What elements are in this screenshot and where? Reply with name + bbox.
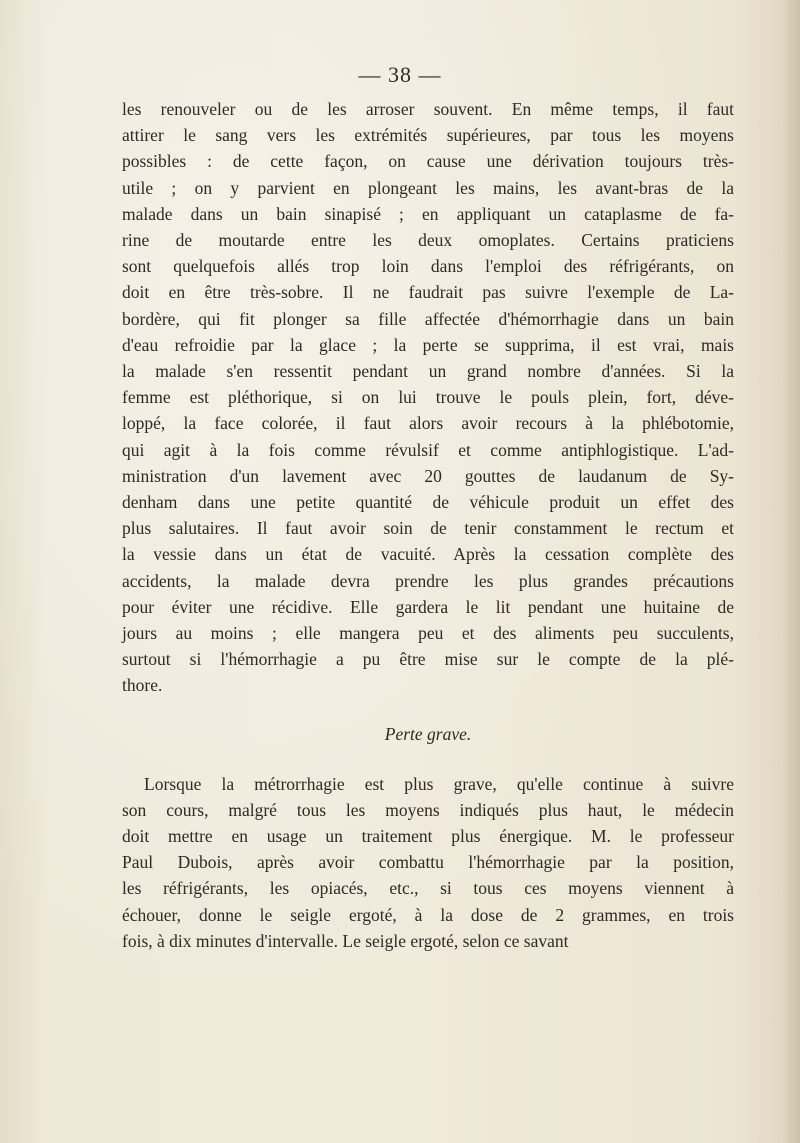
text-line: échouer, donne le seigle ergoté, à la dose de 2 grammes, en trois: [122, 904, 734, 925]
text-line: la malade s'en ressentit pendant un grand nombre d'années. Si la: [122, 361, 734, 382]
text-line: bordère, qui fit plonger sa fille affectée d'hémorrhagie dans un bain: [122, 308, 734, 329]
text-line: qui agit à la fois comme révulsif et comme antiphlogistique. L'ad-: [122, 439, 734, 460]
text-line: rine de moutarde entre les deux omoplates. Certains praticiens: [122, 230, 734, 251]
text-line: jours au moins ; elle mangera peu et des aliments peu succulents,: [122, 623, 734, 644]
paragraph-continuation: [122, 96, 734, 699]
text-line: d'eau refroidie par la glace ; la perte se supprima, il est vrai, mais: [122, 334, 734, 355]
text-line: attirer le sang vers les extrémités supérieures, par tous les moyens: [122, 125, 734, 146]
text-line: les réfrigérants, les opiacés, etc., si tous ces moyens viennent à: [122, 878, 734, 899]
body-text: [122, 96, 734, 954]
text-line: denham dans une petite quantité de véhicule produit un effet des: [122, 492, 734, 513]
text-line: Paul Dubois, après avoir combattu l'hémorrhagie par la position,: [122, 852, 734, 873]
page-number: — 38 —: [358, 62, 442, 87]
text-line: plus salutaires. Il faut avoir soin de tenir constamment le rectum et: [122, 518, 734, 539]
text-line: malade dans un bain sinapisé ; en appliquant un cataplasme de fa-: [122, 203, 734, 224]
text-line: son cours, malgré tous les moyens indiqués plus haut, le médecin: [122, 799, 734, 820]
paragraph-perte-grave: [122, 771, 734, 954]
section-heading: Perte grave.: [384, 723, 472, 744]
text-line: doit mettre en usage un traitement plus énergique. M. le professeur: [122, 826, 734, 847]
text-line: pour éviter une récidive. Elle gardera le lit pendant une huitaine de: [122, 596, 734, 617]
text-line: doit en être très-sobre. Il ne faudrait pas suivre l'exemple de La-: [122, 282, 734, 303]
text-line: sont quelquefois allés trop loin dans l'emploi des réfrigérants, on: [122, 256, 734, 277]
page-edge-shadow: [782, 0, 800, 1143]
text-line: thore.: [122, 675, 163, 696]
text-line: ministration d'un lavement avec 20 gouttes de laudanum de Sy-: [122, 465, 734, 486]
text-line: loppé, la face colorée, il faut alors avoir recours à la phlébotomie,: [122, 413, 734, 434]
text-line: accidents, la malade devra prendre les plus grandes précautions: [122, 570, 734, 591]
text-line: utile ; on y parvient en plongeant les mains, les avant-bras de la: [122, 177, 734, 198]
text-line: les renouveler ou de les arroser souvent. En même temps, il faut: [122, 99, 734, 119]
text-line: Lorsque la métrorrhagie est plus grave, qu'elle continue à suivre: [144, 773, 734, 794]
text-line: possibles : de cette façon, on cause une dérivation toujours très-: [122, 151, 734, 172]
text-line: femme est pléthorique, si on lui trouve le pouls plein, fort, déve-: [122, 387, 734, 408]
text-line: surtout si l'hémorrhagie a pu être mise sur le compte de la plé-: [122, 649, 734, 670]
text-line: la vessie dans un état de vacuité. Après la cessation complète des: [122, 544, 734, 565]
text-line: fois, à dix minutes d'intervalle. Le seigle ergoté, selon ce savant: [122, 930, 569, 951]
